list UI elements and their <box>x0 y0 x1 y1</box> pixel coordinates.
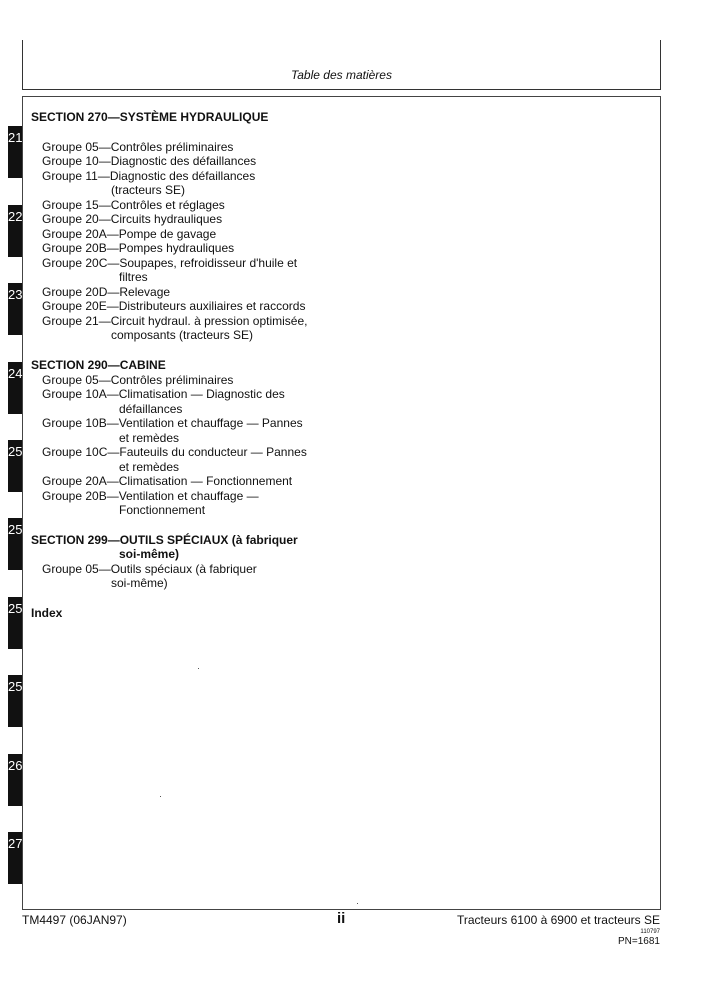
header-rule <box>22 89 661 90</box>
footer-pn: PN=1681 <box>618 936 660 947</box>
toc-entry[interactable]: Groupe 05—Contrôles préliminaires <box>42 140 234 154</box>
footer-doc-id: TM4497 (06JAN97) <box>22 913 127 927</box>
toc-entry[interactable]: Groupe 20B—Ventilation et chauffage — <box>42 489 259 503</box>
toc-entry[interactable]: Groupe 11—Diagnostic des défaillances <box>42 169 256 183</box>
toc-entry[interactable]: Groupe 20—Circuits hydrauliques <box>42 212 223 226</box>
toc-entry[interactable]: Groupe 20A—Climatisation — Fonctionnement <box>42 474 293 488</box>
section-299-title[interactable]: SECTION 299—OUTILS SPÉCIAUX (à fabriquer <box>31 533 298 547</box>
section-tab-label: 256 <box>8 679 30 694</box>
section-tab-label: 251 <box>8 522 30 537</box>
footer-code: 110797 <box>640 929 660 935</box>
section-tab-label: 260 <box>8 758 30 773</box>
frame-left-line <box>22 40 23 90</box>
section-tab-label: 255 <box>8 601 30 616</box>
page-header-title: Table des matières <box>291 68 392 82</box>
toc-entry[interactable]: Groupe 20E—Distributeurs auxiliaires et raccords <box>42 299 306 313</box>
toc-entry[interactable]: Groupe 10B—Ventilation et chauffage — Pannes <box>42 416 303 430</box>
footer-page-number: ii <box>337 910 346 927</box>
toc-entry[interactable]: Groupe 05—Outils spéciaux (à fabriquer <box>42 562 257 576</box>
toc-entry[interactable]: Groupe 05—Contrôles préliminaires <box>42 373 234 387</box>
section-tab-label: 270 <box>8 836 30 851</box>
section-290-title[interactable]: SECTION 290—CABINE <box>31 358 166 372</box>
scan-speck <box>198 668 199 669</box>
toc-entry[interactable]: Groupe 20D—Relevage <box>42 285 171 299</box>
toc-entry-cont[interactable]: Fonctionnement <box>119 503 206 517</box>
toc-entry[interactable]: Groupe 10C—Fauteuils du conducteur — Pannes <box>42 445 307 459</box>
frame-right-line <box>660 40 661 90</box>
toc-entry-cont[interactable]: composants (tracteurs SE) <box>111 328 254 342</box>
toc-entry-cont[interactable]: et remèdes <box>119 460 180 474</box>
section-270-title[interactable]: SECTION 270—SYSTÈME HYDRAULIQUE <box>31 110 269 124</box>
scan-speck <box>160 796 161 797</box>
toc-entry[interactable]: Groupe 21—Circuit hydraul. à pression optimisée, <box>42 314 308 328</box>
toc-entry-cont[interactable]: (tracteurs SE) <box>111 183 186 197</box>
toc-entry[interactable]: Groupe 20A—Pompe de gavage <box>42 227 217 241</box>
section-tab-label: 210 <box>8 130 30 145</box>
toc-entry[interactable]: Groupe 15—Contrôles et réglages <box>42 198 225 212</box>
toc-entry[interactable]: Groupe 10—Diagnostic des défaillances <box>42 154 257 168</box>
scan-speck <box>357 903 358 904</box>
toc-entry[interactable]: Groupe 20B—Pompes hydrauliques <box>42 241 235 255</box>
toc-entry-cont[interactable]: soi-même) <box>111 576 168 590</box>
toc-entry-cont[interactable]: filtres <box>119 270 148 284</box>
section-tab-label: 230 <box>8 287 30 302</box>
toc-entry-cont[interactable]: défaillances <box>119 402 183 416</box>
footer-product: Tracteurs 6100 à 6900 et tracteurs SE <box>457 913 660 927</box>
section-299-title-cont[interactable]: soi-même) <box>119 547 180 561</box>
section-tab-label: 250 <box>8 444 30 459</box>
toc-entry[interactable]: Groupe 20C—Soupapes, refroidisseur d'huile et <box>42 256 298 270</box>
toc-entry-cont[interactable]: et remèdes <box>119 431 180 445</box>
section-tab-label: 240 <box>8 366 30 381</box>
index-link[interactable]: Index <box>31 606 63 620</box>
toc-entry[interactable]: Groupe 10A—Climatisation — Diagnostic des <box>42 387 285 401</box>
section-tab-label: 220 <box>8 209 30 224</box>
